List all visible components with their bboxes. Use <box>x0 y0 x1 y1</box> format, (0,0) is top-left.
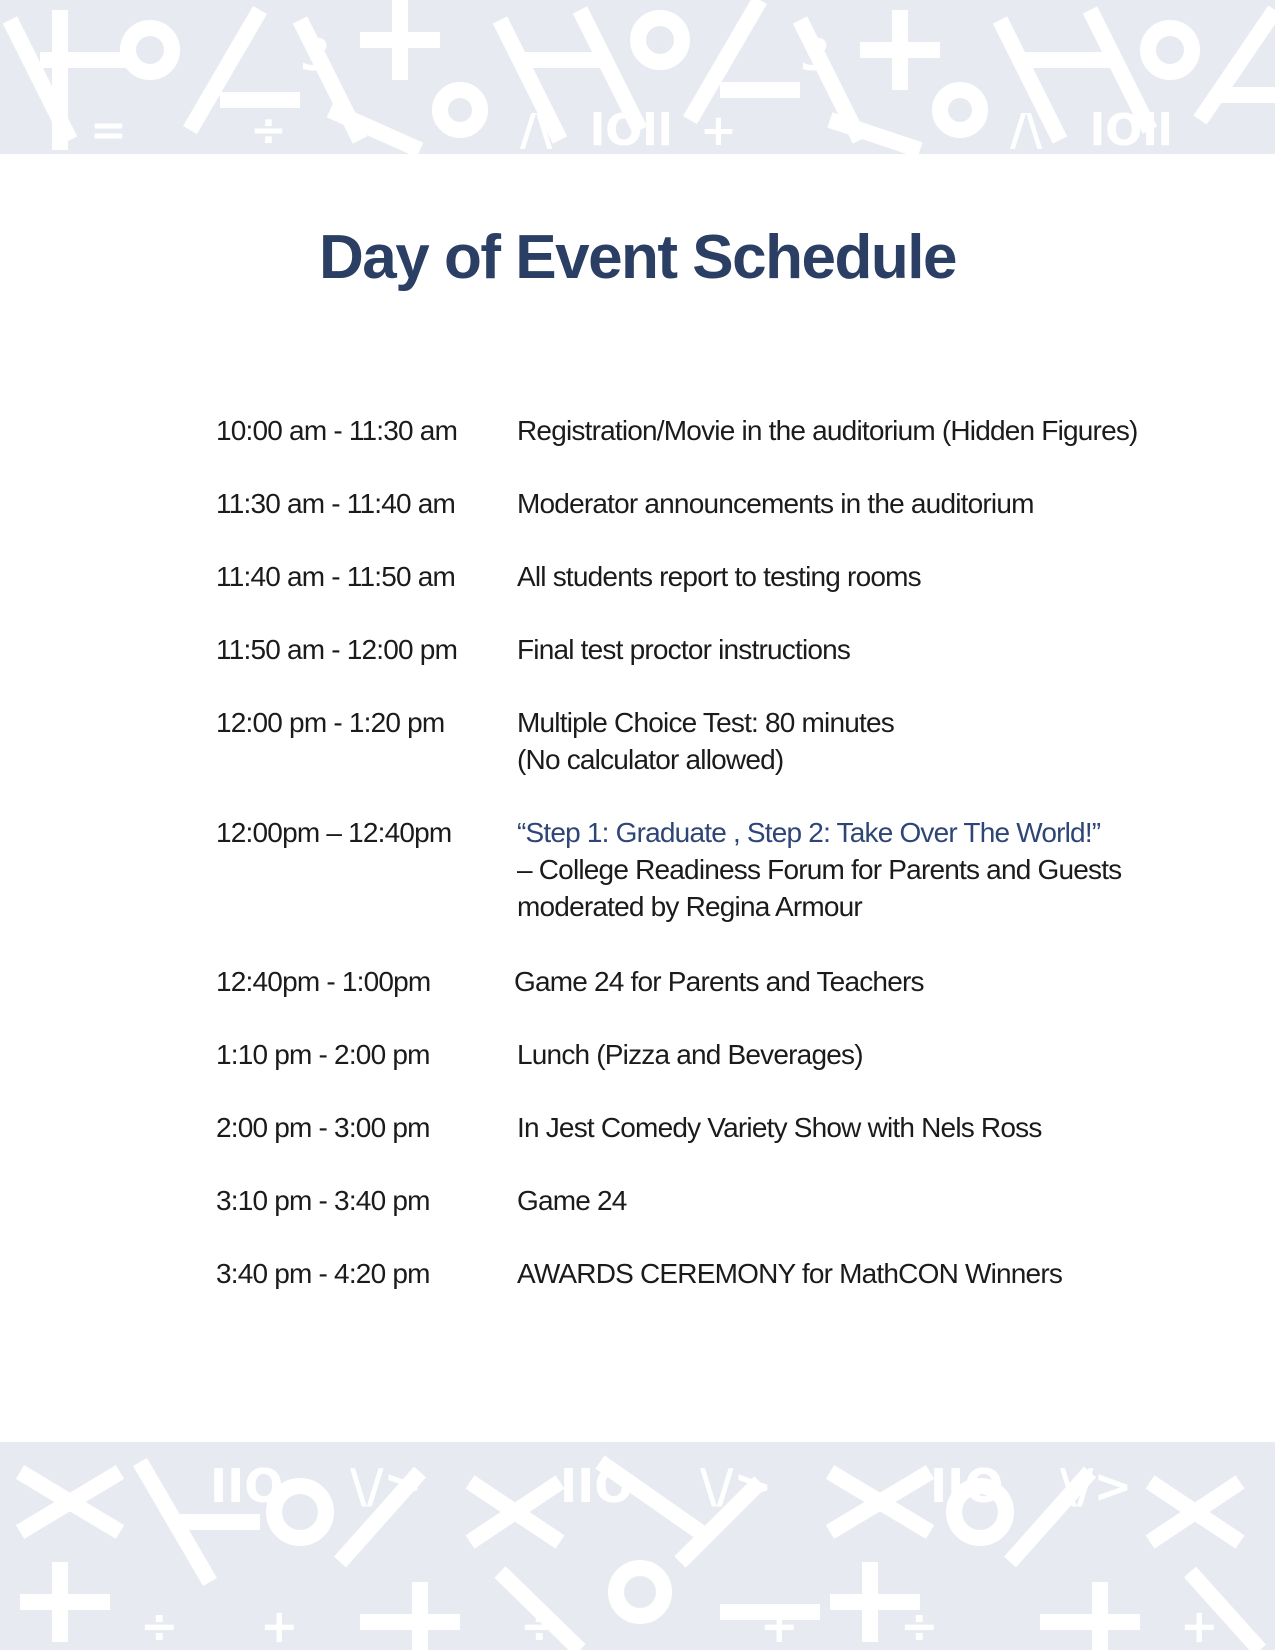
svg-text:/\: /\ <box>520 105 553 154</box>
schedule-time: 11:50 am - 12:00 pm <box>216 634 458 665</box>
schedule-description <box>517 1036 863 1073</box>
forum-title: “Step 1: Graduate , Step 2: Take Over The World!” <box>517 817 1101 848</box>
schedule-description <box>517 704 894 778</box>
description-line: AWARDS CEREMONY for MathCON Winners <box>517 1258 1063 1289</box>
math-symbols-pattern-bottom <box>0 1442 1275 1650</box>
page-title: Day of Event Schedule <box>319 223 956 292</box>
description-line: Lunch (Pizza and Beverages) <box>517 1039 863 1070</box>
schedule-time: 11:40 am - 11:50 am <box>216 561 456 592</box>
top-math-symbol-banner <box>0 0 1275 154</box>
svg-text:=: = <box>90 105 127 154</box>
bottom-math-symbol-banner <box>0 1442 1275 1650</box>
schedule-description <box>517 485 1034 522</box>
schedule-time: 1:10 pm - 2:00 pm <box>216 1039 430 1070</box>
description-line: Final test proctor instructions <box>517 634 851 665</box>
description-line: Game 24 <box>517 1185 627 1216</box>
schedule-description <box>514 963 924 1000</box>
schedule-description <box>517 1109 1042 1146</box>
svg-text:\/>: \/> <box>1060 1459 1133 1513</box>
description-line: – College Readiness Forum for Parents and Guests <box>517 854 1122 885</box>
schedule-time: 12:00 pm - 1:20 pm <box>216 707 445 738</box>
description-line: Registration/Movie in the auditorium (Hidden Figures) <box>517 415 1138 446</box>
description-line: Game 24 for Parents and Teachers <box>514 966 924 997</box>
description-line: moderated by Regina Armour <box>517 891 862 922</box>
svg-text:+: + <box>1180 1599 1219 1650</box>
description-line: All students report to testing rooms <box>517 561 921 592</box>
svg-text:3: 3 <box>300 30 331 81</box>
svg-text:+: + <box>760 1599 799 1650</box>
svg-text:\/>: \/> <box>350 1459 423 1513</box>
math-symbols-pattern-top <box>0 0 1275 154</box>
schedule-description <box>517 558 921 595</box>
schedule-time: 12:00pm – 12:40pm <box>216 817 452 848</box>
svg-text:/\: /\ <box>1010 105 1043 154</box>
description-line: (No calculator allowed) <box>517 744 784 775</box>
svg-text:+: + <box>260 1599 299 1650</box>
svg-text:lOll: lOll <box>1090 105 1173 154</box>
svg-text:÷: ÷ <box>140 1599 179 1650</box>
schedule-time: 2:00 pm - 3:00 pm <box>216 1112 430 1143</box>
svg-text:÷: ÷ <box>900 1599 939 1650</box>
description-line: In Jest Comedy Variety Show with Nels Ross <box>517 1112 1042 1143</box>
schedule-description <box>517 1255 1062 1292</box>
schedule-description <box>517 1182 627 1219</box>
svg-text:÷: ÷ <box>520 1599 559 1650</box>
description-line: Multiple Choice Test: 80 minutes <box>517 707 894 738</box>
svg-text:IIO: IIO <box>930 1459 1004 1513</box>
schedule-time: 3:40 pm - 4:20 pm <box>216 1258 430 1289</box>
description-line: Moderator announcements in the auditorium <box>517 488 1034 519</box>
svg-text:lOll: lOll <box>590 105 673 154</box>
schedule-time: 10:00 am - 11:30 am <box>216 415 458 446</box>
svg-text:IIO: IIO <box>560 1459 634 1513</box>
schedule-time: 3:10 pm - 3:40 pm <box>216 1185 430 1216</box>
schedule-description <box>517 412 1138 449</box>
svg-text:\/>: \/> <box>700 1459 773 1513</box>
schedule-description <box>517 814 1121 925</box>
schedule-time: 11:30 am - 11:40 am <box>216 488 456 519</box>
schedule-time: 12:40pm - 1:00pm <box>216 966 431 997</box>
svg-text:IIO: IIO <box>210 1459 284 1513</box>
schedule-description <box>517 631 850 668</box>
svg-text:+: + <box>700 105 737 154</box>
svg-text:3: 3 <box>800 30 831 81</box>
svg-text:÷: ÷ <box>250 105 287 154</box>
